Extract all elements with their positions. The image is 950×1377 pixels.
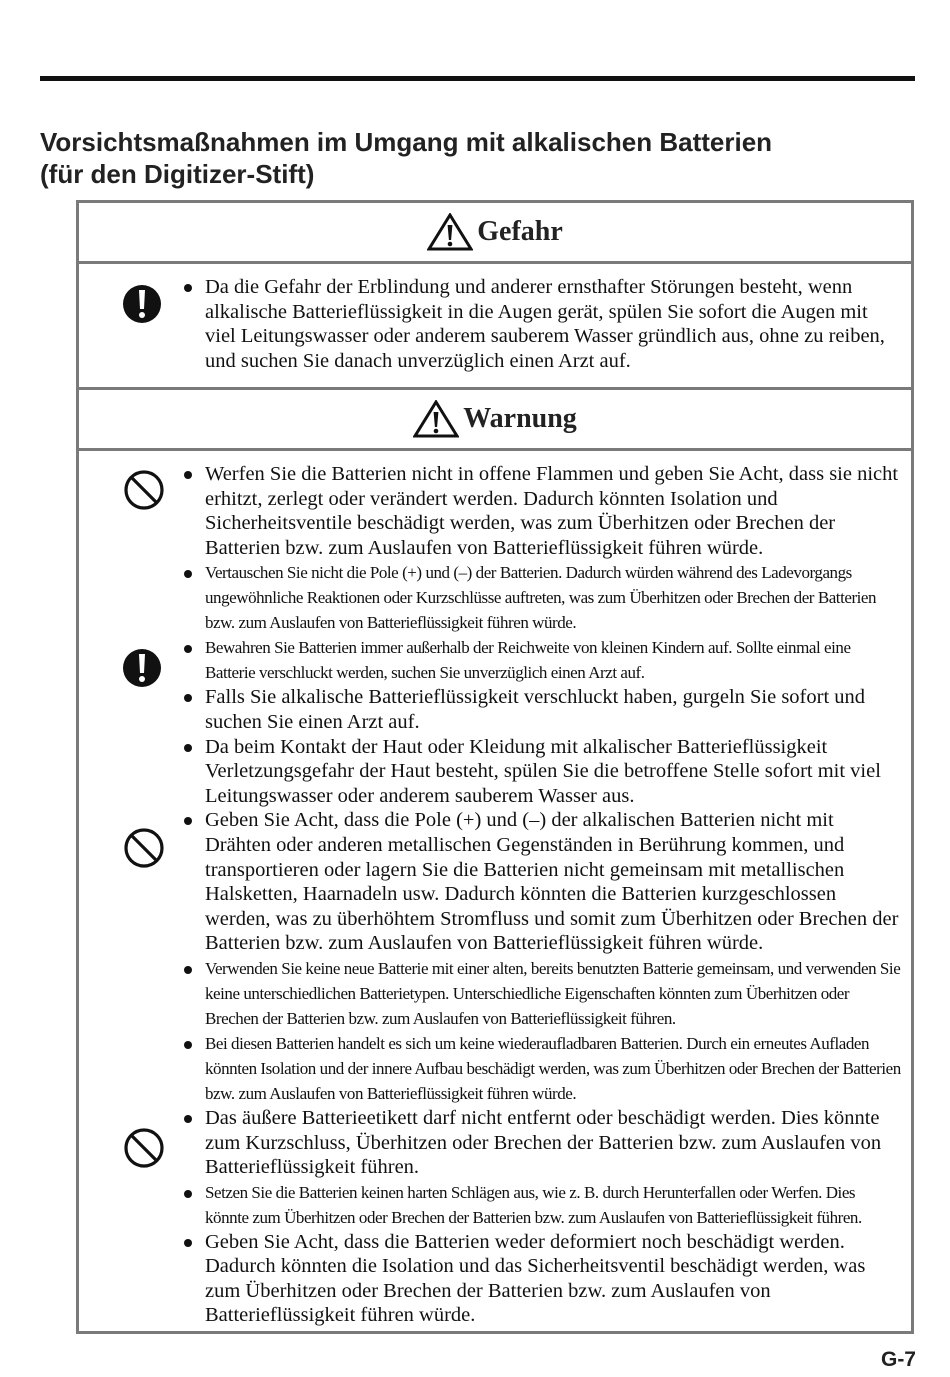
page-number: G-7	[880, 1348, 916, 1371]
warning-item: Vertauschen Sie nicht die Pole (+) und (–) der Batterien. Dadurch würden während des Ladevorgangs ungewöhnliche Reaktionen oder Kurzschlüsse auftreten, was zum Überhitzen oder Brechen der Batterien bzw. zum Auslaufen von Batterieflüssigkeit führen würde.	[181, 560, 901, 635]
mandatory-action-icon	[123, 283, 161, 325]
warning-triangle-icon	[413, 400, 459, 438]
divider	[79, 448, 911, 451]
warning-header	[79, 390, 911, 448]
warning-item: Geben Sie Acht, dass die Pole (+) und (–) der alkalischen Batterien nicht mit Drähten oder anderen metallischen Gegenständen in Berührung kommen, und transportieren oder lagern Sie die Batterien nicht gemeinsam mit metallischen Halsketten, Haarnadeln usw. Dadurch könnten die Batterien kurzgeschlossen werden, was zu überhöhtem Stromfluss und somit zum Überhitzen oder Brechen der Batterien bzw. zum Auslaufen von Batterieflüssigkeit führen würde.	[181, 808, 901, 956]
danger-list	[181, 275, 901, 373]
page-title-line1: Vorsichtsmaßnahmen im Umgang mit alkalischen Batterien	[40, 127, 773, 157]
page-title	[40, 126, 920, 190]
danger-header	[79, 203, 911, 261]
warning-item: Geben Sie Acht, dass die Batterien weder deformiert noch beschädigt werden. Dadurch könnten die Isolation und das Sicherheitsventil beschädigt werden, was zum Überhitzen oder Brechen der Batterien bzw. zum Auslaufen von Batterieflüssigkeit führen würde.	[181, 1230, 901, 1328]
warning-triangle-icon	[427, 213, 473, 251]
top-rule	[40, 76, 915, 81]
page-title-line2: (für den Digitizer-Stift)	[40, 159, 315, 189]
warning-item: Das äußere Batterieetikett darf nicht entfernt oder beschädigt werden. Dies könnte zum Kurzschluss, Überhitzen oder Brechen der Batterien bzw. zum Auslaufen von Batterieflüssigkeit führen.	[181, 1106, 901, 1180]
divider	[79, 261, 911, 264]
danger-item: Da die Gefahr der Erblindung und anderer ernsthafter Störungen besteht, wenn alkalische Batterieflüssigkeit in die Augen gerät, spülen Sie sofort die Augen mit viel Leitungswasser oder anderem sauberem Wasser gründlich aus, ohne zu reiben, und suchen Sie danach unverzüglich einen Arzt auf.	[181, 275, 901, 373]
warning-item: Bei diesen Batterien handelt es sich um keine wiederaufladbaren Batterien. Durch ein erneutes Aufladen könnten Isolation und der innere Aufbau beschädigt werden, was zum Überhitzen oder Brechen der Batterien bzw. zum Auslaufen von Batterieflüssigkeit führen würde.	[181, 1031, 901, 1106]
danger-heading: Gefahr	[477, 216, 563, 247]
warning-item: Bewahren Sie Batterien immer außerhalb der Reichweite von kleinen Kindern auf. Sollte einmal eine Batterie verschluckt werden, suchen Sie unverzüglich einen Arzt auf.	[181, 635, 901, 685]
safety-box	[76, 200, 914, 1334]
warning-item: Werfen Sie die Batterien nicht in offene Flammen und geben Sie Acht, dass sie nicht erhitzt, zerlegt oder verändert werden. Dadurch könnten Isolation und Sicherheitsventile beschädigt werden, was zum Überhitzen oder Brechen der Batterien bzw. zum Auslaufen von Batterieflüssigkeit führen würde.	[181, 462, 901, 560]
warning-item: Falls Sie alkalische Batterieflüssigkeit verschluckt haben, gurgeln Sie sofort und suchen Sie einen Arzt auf.	[181, 685, 901, 734]
warning-item: Setzen Sie die Batterien keinen harten Schlägen aus, wie z. B. durch Herunterfallen oder Werfen. Dies könnte zum Überhitzen oder Brechen der Batterien bzw. zum Auslaufen von Batterieflüssigkeit führen.	[181, 1180, 901, 1230]
warning-item: Verwenden Sie keine neue Batterie mit einer alten, bereits benutzten Batterie gemeinsam, und verwenden Sie keine unterschiedlichen Batterietypen. Unterschiedliche Eigenschaften könnten zum Überhitzen oder Brechen der Batterien bzw. zum Auslaufen von Batterieflüssigkeit führen.	[181, 956, 901, 1031]
warning-item: Da beim Kontakt der Haut oder Kleidung mit alkalischer Batterieflüssigkeit Verletzungsgefahr der Haut besteht, spülen Sie die betroffene Stelle sofort mit viel Leitungswasser oder anderem sauberem Wasser aus.	[181, 735, 901, 809]
prohibition-icon	[123, 827, 165, 869]
prohibition-icon	[123, 1127, 165, 1169]
warning-heading: Warnung	[463, 403, 577, 434]
prohibition-icon	[123, 469, 165, 511]
warning-list	[181, 462, 901, 1328]
mandatory-action-icon	[123, 647, 161, 689]
